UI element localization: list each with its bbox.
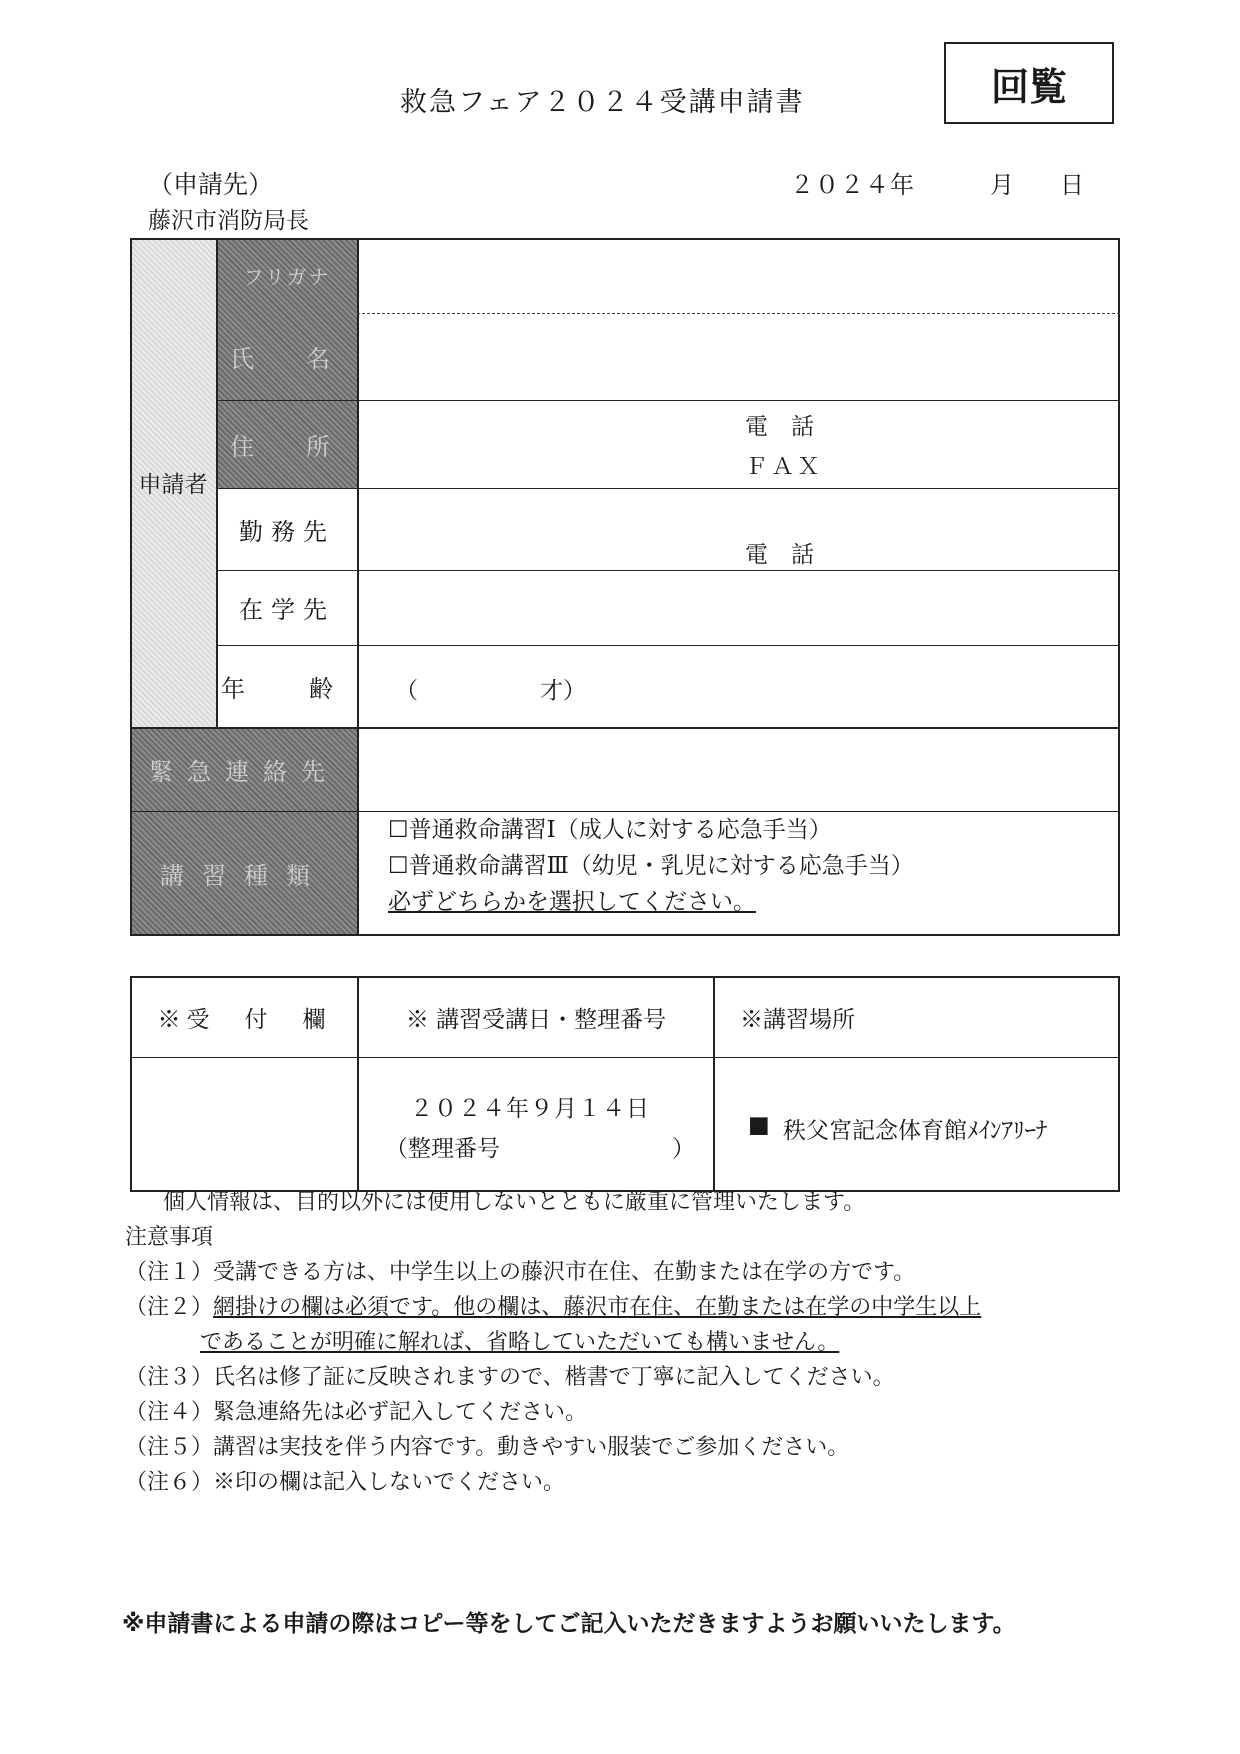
note-5-text: 講習は実技を伴う内容です。動きやすい服装でご参加ください。 (213, 1435, 850, 1460)
note-6-text: ※印の欄は記入しないでください。 (213, 1470, 566, 1495)
application-date (790, 165, 1100, 200)
note-3 (125, 1360, 981, 1395)
date-number-col-header: ※ 講習受講日・整理番号 (405, 1007, 667, 1033)
address-label-cell (216, 400, 358, 488)
emergency-label: 緊急連絡先 (149, 757, 339, 786)
note-2-text-a: 網掛けの欄は必須です。他の欄は、藤沢市在住、在勤または在学の中学生以上 (213, 1295, 982, 1320)
note-4-tag: （注４） (125, 1400, 214, 1425)
note-1-text: 受講できる方は、中学生以上の藤沢市在住、在勤または在学の方です。 (213, 1260, 916, 1285)
applicant-label: 申請者 (138, 472, 208, 498)
furigana-label-cell (216, 238, 358, 313)
reception-field (132, 1059, 357, 1190)
work-label: 勤務先 (239, 517, 335, 546)
date-year: ２０２４年 (790, 171, 915, 199)
note-4-text: 緊急連絡先は必ず記入してください。 (213, 1400, 588, 1425)
footer-notice: ※申請書による申請の際はコピー等をしてご記入いただきますようお願いいたします。 (122, 1611, 1016, 1637)
course-label-cell (130, 811, 358, 935)
date-month: 月 (990, 171, 1015, 199)
course-note: 必ずどちらかを選択してください。 (388, 889, 756, 915)
name-label-cell (216, 313, 358, 400)
course-options (388, 812, 914, 920)
form-title: 救急フェア２０２４受講申請書 (400, 87, 805, 118)
furigana-label: フリガナ (243, 265, 331, 289)
age-label: 年 齢 (221, 674, 353, 703)
note-2-cont (125, 1325, 981, 1360)
checkbox-icon[interactable]: ☐ (388, 817, 409, 843)
age-label-cell (216, 645, 358, 727)
note-4 (125, 1395, 981, 1430)
address-fax-label: ＦＡＸ (745, 454, 823, 480)
work-label-cell (216, 488, 358, 570)
work-field[interactable] (359, 490, 739, 569)
note-1 (125, 1255, 981, 1290)
name-label: 氏 名 (230, 345, 344, 373)
venue-col-header: ※講習場所 (740, 1007, 855, 1033)
privacy-statement: 個人情報は、目的以外には使用しないとともに厳重に管理いたします。 (163, 1190, 866, 1215)
date-day: 日 (1060, 171, 1085, 199)
notes-heading: 注意事項 (125, 1225, 214, 1250)
work-phone-label: 電 話 (745, 542, 814, 568)
note-6-tag: （注６） (125, 1470, 214, 1495)
note-5 (125, 1430, 981, 1465)
emergency-label-cell (130, 727, 358, 811)
school-label: 在学先 (239, 596, 335, 624)
venue-name: 秩父宮記念体育館ﾒｲﾝｱﾘｰﾅ (783, 1118, 1048, 1144)
school-field[interactable] (359, 572, 1118, 644)
venue-marker-icon: ■ (748, 1112, 770, 1138)
course-option-1[interactable] (388, 812, 914, 848)
addressee-name: 藤沢市消防局長 (148, 208, 309, 234)
course-label: 講習種類 (160, 861, 328, 890)
reference-number-close: ） (672, 1136, 695, 1162)
course-option-1-label: 普通救命講習Ⅰ（成人に対する応急手当） (408, 817, 832, 843)
address-label: 住 所 (230, 432, 344, 461)
note-6 (125, 1465, 981, 1500)
reception-col-header: ※受 付 欄 (157, 1007, 332, 1033)
circulation-stamp: 回覧 (944, 42, 1114, 124)
school-label-cell (216, 570, 358, 645)
note-2-text-b: であることが明確に解れば、省略していただいても構いません。 (200, 1330, 840, 1355)
furigana-field[interactable] (359, 240, 1118, 312)
checkbox-icon[interactable]: ☐ (388, 853, 409, 879)
note-2-tag: （注２） (125, 1295, 214, 1320)
note-2 (125, 1290, 981, 1325)
applicant-label-cell (130, 238, 216, 727)
address-phone-label: 電 話 (745, 414, 814, 440)
age-field[interactable] (420, 660, 530, 710)
age-close: 才） (540, 678, 586, 704)
age-open: （ (395, 678, 418, 704)
addressee-label: （申請先） (148, 170, 274, 199)
note-3-tag: （注３） (125, 1365, 214, 1390)
address-field[interactable] (359, 402, 739, 487)
name-field[interactable] (359, 315, 1118, 399)
course-option-2-label: 普通救命講習Ⅲ（幼児・乳児に対する応急手当） (408, 853, 914, 879)
reference-number-label: （整理番号 (385, 1136, 500, 1162)
course-option-2[interactable] (388, 848, 914, 884)
note-1-tag: （注１） (125, 1260, 214, 1285)
emergency-contact-field[interactable] (359, 729, 1118, 810)
lecture-date: ２０２４年９月１４日 (410, 1096, 650, 1122)
note-3-text: 氏名は修了証に反映されますので、楷書で丁寧に記入してください。 (213, 1365, 895, 1390)
note-5-tag: （注５） (125, 1435, 214, 1460)
notes-section (125, 1185, 981, 1500)
